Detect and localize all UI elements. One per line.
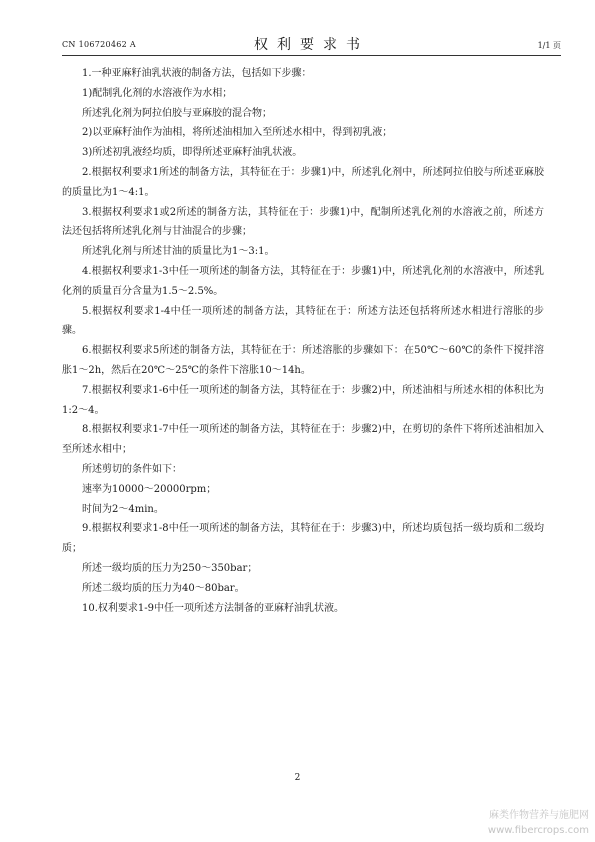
publication-number: CN 106720462 A <box>62 40 136 49</box>
claim-paragraph: 所述二级均质的压力为40～80bar。 <box>82 582 245 594</box>
claim-paragraph: 1)配制乳化剂的水溶液作为水相； <box>82 87 233 99</box>
watermark-url: www.fibercrops.com <box>487 825 589 836</box>
claims-body <box>62 64 544 618</box>
header-divider <box>62 55 561 56</box>
claim-paragraph: 所述乳化剂为阿拉伯胶与亚麻胶的混合物； <box>82 107 272 119</box>
claim-paragraph: 10.权利要求1-9中任一项所述方法制备的亚麻籽油乳状液。 <box>82 602 345 614</box>
claim-paragraph: 1.一种亚麻籽油乳状液的制备方法，包括如下步骤： <box>82 68 312 79</box>
claim-paragraph: 5.根据权利要求1-4中任一项所述的制备方法，其特征在于：所述方法还包括将所述水相进行溶胀的步骤。 <box>62 305 544 337</box>
claim-paragraph: 时间为2～4min。 <box>82 503 164 515</box>
claim-paragraph: 3.根据权利要求1或2所述的制备方法，其特征在于：步骤1)中，配制所述乳化剂的水溶液之前，所述方法还包括将所述乳化剂与甘油混合的步骤； <box>62 206 544 238</box>
claim-paragraph: 3)所述初乳液经均质，即得所述亚麻籽油乳状液。 <box>82 147 303 159</box>
watermark-site-name: 麻类作物营养与施肥网 <box>489 810 589 821</box>
page-count: 1/1 页 <box>537 41 561 50</box>
claim-paragraph: 所述乳化剂与所述甘油的质量比为1～3:1。 <box>82 246 275 258</box>
claim-paragraph: 9.根据权利要求1-8中任一项所述的制备方法，其特征在于：步骤3)中，所述均质包括一级均质和二级均质； <box>62 523 544 555</box>
claim-paragraph: 4.根据权利要求1-3中任一项所述的制备方法，其特征在于：步骤1)中，所述乳化剂的水溶液中，所述乳化剂的质量百分含量为1.5～2.5%。 <box>62 265 544 297</box>
claim-paragraph: 所述一级均质的压力为250～350bar； <box>82 562 258 574</box>
site-watermark <box>488 808 589 838</box>
claim-paragraph: 速率为10000～20000rpm； <box>82 483 217 495</box>
claim-paragraph: 8.根据权利要求1-7中任一项所述的制备方法，其特征在于：步骤2)中，在剪切的条件下将所述油相加入至所述水相中； <box>62 424 544 456</box>
claim-paragraph: 所述剪切的条件如下： <box>82 463 182 475</box>
page-title: 权利要求书 <box>254 37 369 53</box>
claim-paragraph: 2.根据权利要求1所述的制备方法，其特征在于：步骤1)中，所述乳化剂中，所述阿拉伯胶与所述亚麻胶的质量比为1～4:1。 <box>62 166 544 198</box>
document-header <box>62 34 561 52</box>
claim-paragraph: 6.根据权利要求5所述的制备方法，其特征在于：所述溶胀的步骤如下：在50℃～60℃的条件下搅拌溶胀1～2h，然后在20℃～25℃的条件下溶胀10～14h。 <box>62 345 544 376</box>
claim-paragraph: 2)以亚麻籽油作为油相，将所述油相加入至所述水相中，得到初乳液； <box>82 127 393 139</box>
page-number: 2 <box>294 773 301 783</box>
claim-paragraph: 7.根据权利要求1-6中任一项所述的制备方法，其特征在于：步骤2)中，所述油相与所述水相的体积比为1:2～4。 <box>62 384 544 416</box>
